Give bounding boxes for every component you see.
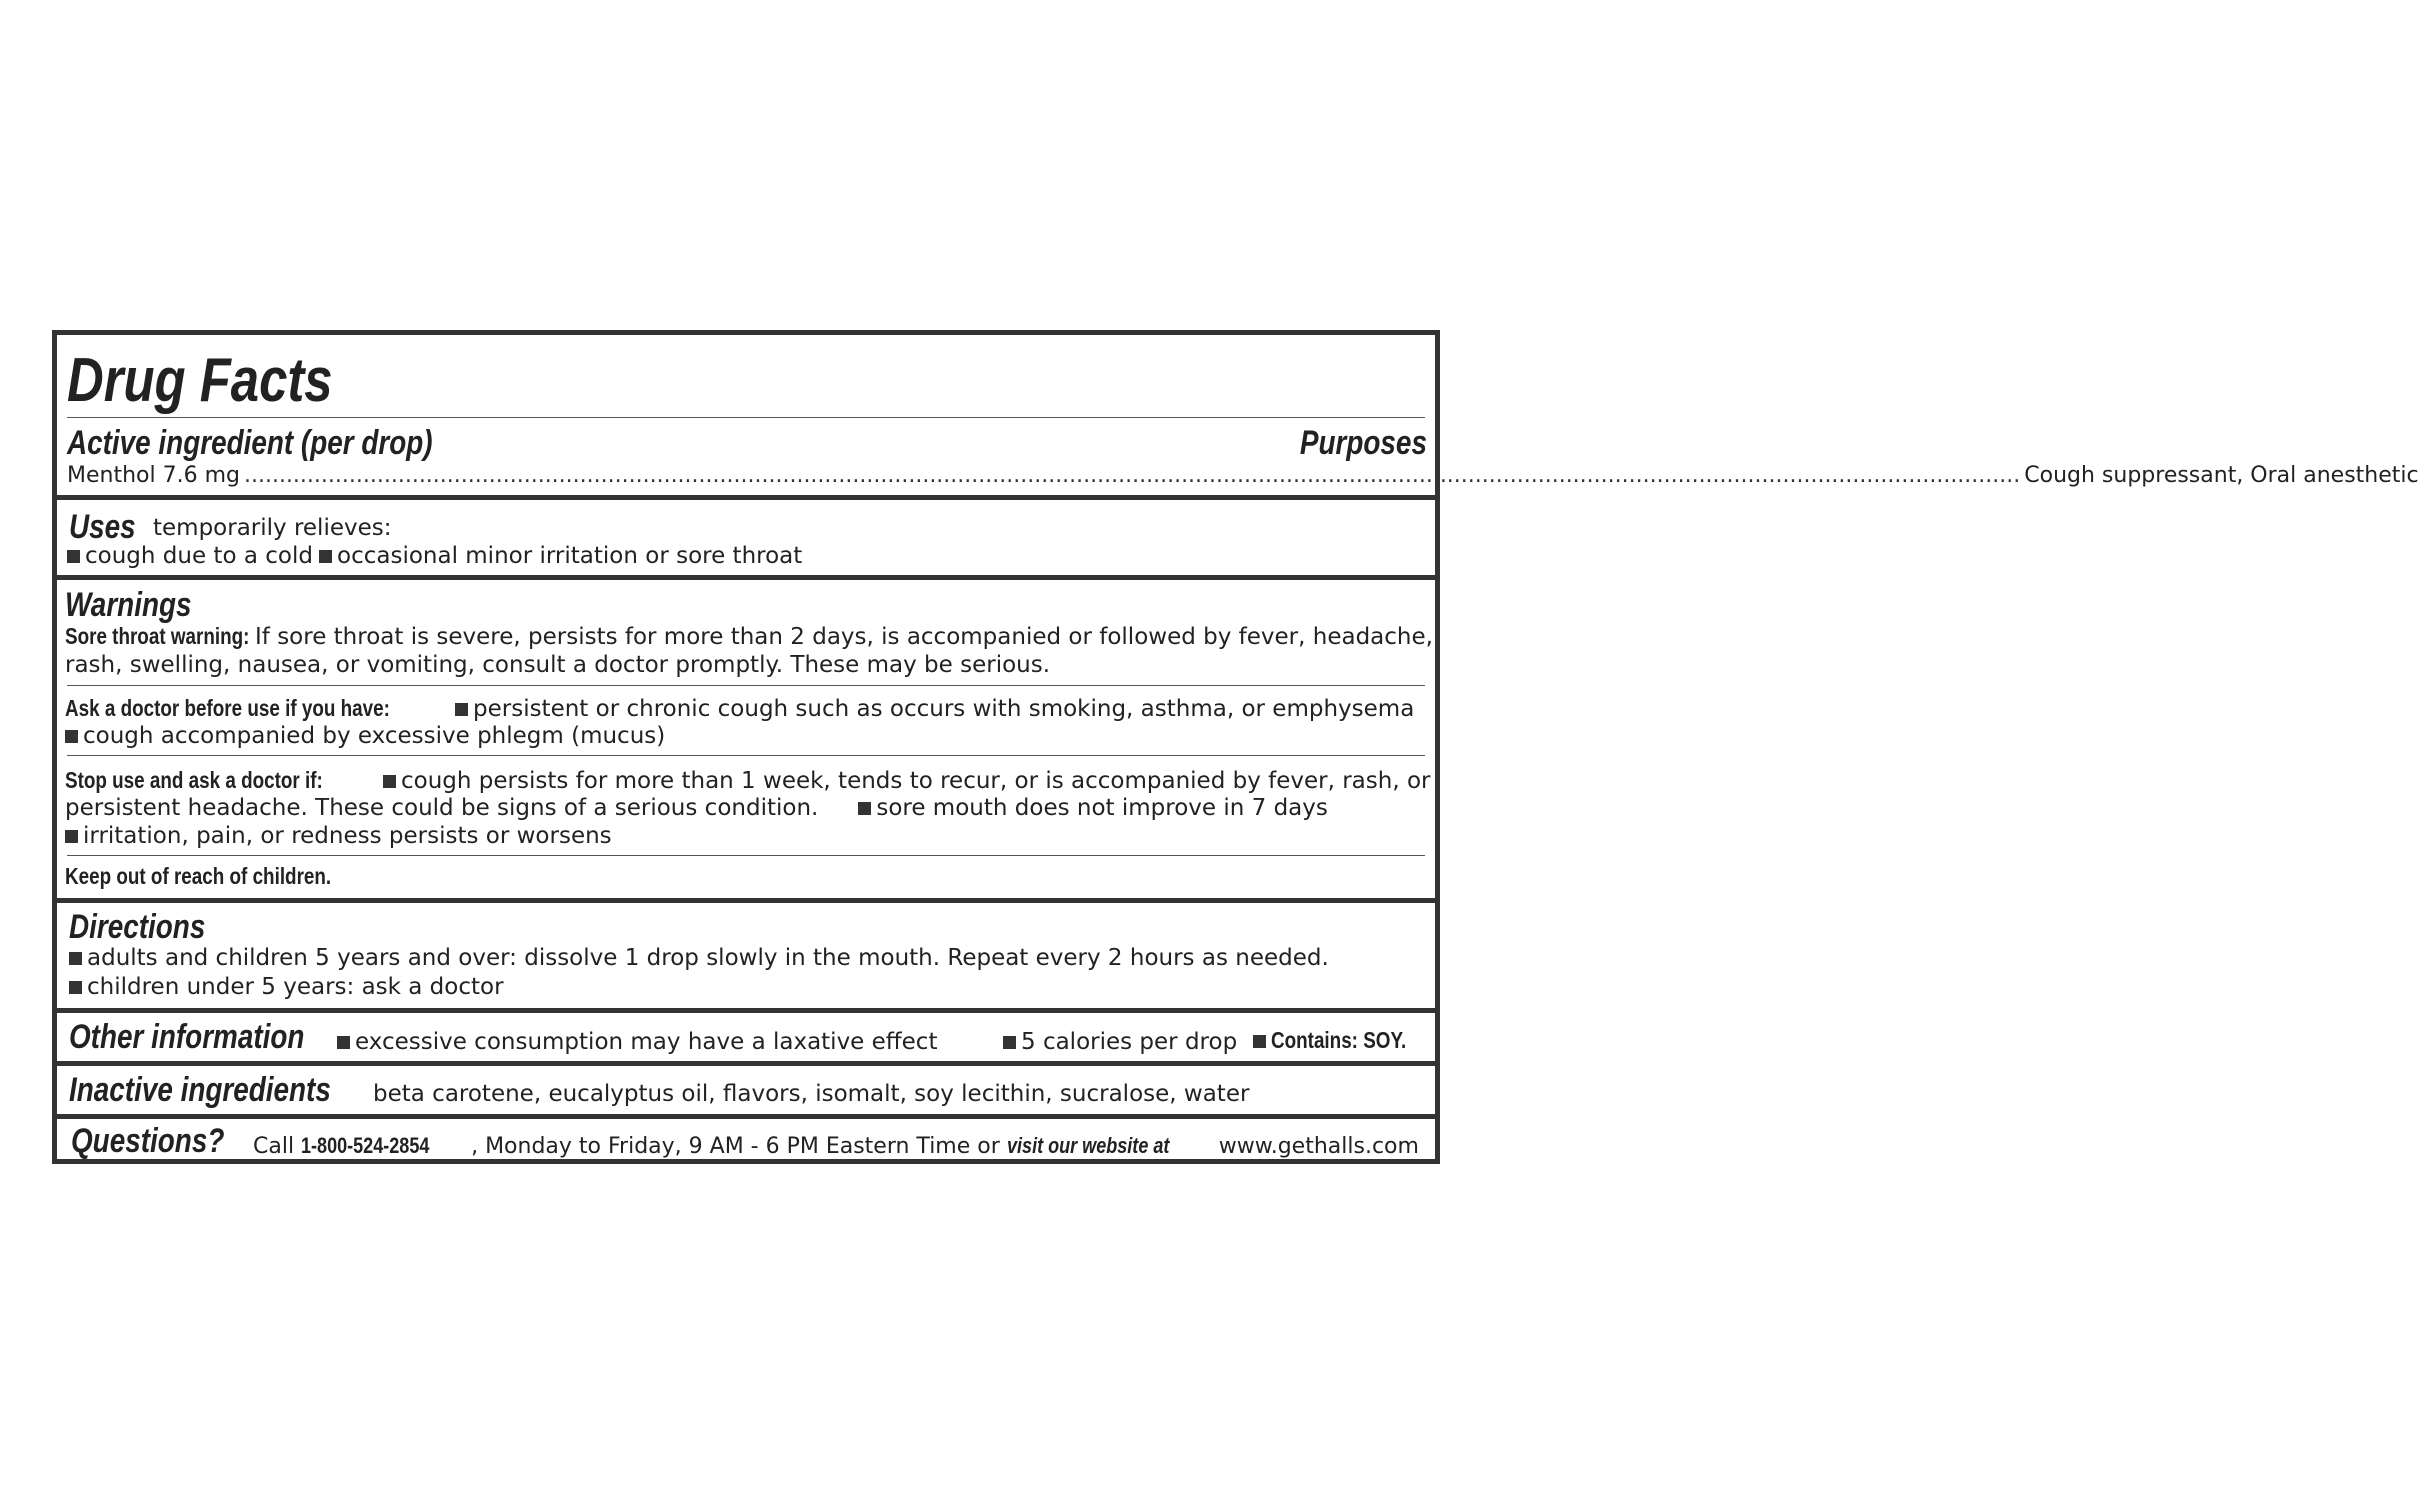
list-item: excessive consumption may have a laxative effect (337, 1029, 937, 1055)
bullet-icon (337, 1036, 350, 1049)
list-item: adults and children 5 years and over: dissolve 1 drop slowly in the mouth. Repeat every 2 hours as needed. (69, 945, 1329, 971)
divider (57, 1061, 1435, 1066)
other-info-heading: Other information (69, 1018, 305, 1056)
directions-heading: Directions (69, 908, 206, 946)
keep-out-warning: Keep out of reach of children. (65, 863, 332, 889)
active-ingredient-row (67, 463, 2419, 488)
list-item: occasional minor irritation or sore throat (319, 543, 802, 569)
uses-intro: temporarily relieves: (153, 515, 392, 541)
sore-throat-warning-cont: rash, swelling, nausea, or vomiting, consult a doctor promptly. These may be serious. (65, 652, 1051, 678)
list-item: cough accompanied by excessive phlegm (mucus) (65, 723, 665, 749)
bullet-icon (858, 802, 871, 815)
divider (57, 495, 1435, 500)
inactive-ingredients-heading: Inactive ingredients (69, 1071, 331, 1109)
divider (57, 1008, 1435, 1013)
divider (57, 575, 1435, 580)
bullet-icon (383, 775, 396, 788)
list-item: irritation, pain, or redness persists or worsens (65, 823, 612, 849)
divider (67, 855, 1425, 856)
bullet-icon (69, 981, 82, 994)
bullet-icon (67, 550, 80, 563)
warnings-heading: Warnings (65, 586, 192, 624)
stop-use-warning: Stop use and ask a doctor if: cough persists for more than 1 week, tends to recur, or is accompanied by fever, rash, or (65, 767, 1431, 794)
questions-text: Call 1-800-524-2854 , Monday to Friday, 9 AM - 6 PM Eastern Time or visit our website at www.gethalls.com (253, 1133, 1419, 1159)
bullet-icon (65, 730, 78, 743)
stop-use-warning-cont: persistent headache. These could be signs of a serious condition. sore mouth does not improve in 7 days (65, 795, 1328, 821)
bullet-icon (455, 703, 468, 716)
bullet-icon (1253, 1035, 1266, 1048)
ingredient-name: Menthol 7.6 mg (67, 463, 240, 488)
inactive-ingredients-text: beta carotene, eucalyptus oil, flavors, isomalt, soy lecithin, sucralose, water (373, 1081, 1250, 1107)
sore-throat-warning: Sore throat warning: If sore throat is severe, persists for more than 2 days, is accompanied or followed by fever, headache, (65, 623, 1433, 650)
questions-heading: Questions? (71, 1122, 225, 1160)
divider (67, 685, 1425, 686)
website-link: www.gethalls.com (1218, 1134, 1419, 1159)
bullet-icon (1003, 1036, 1016, 1049)
bullet-icon (319, 550, 332, 563)
divider (57, 1114, 1435, 1119)
divider (67, 755, 1425, 756)
ask-doctor-warning: Ask a doctor before use if you have: persistent or chronic cough such as occurs with smoking, asthma, or emphysema (65, 695, 1415, 722)
active-ingredient-heading: Active ingredient (per drop) (67, 424, 433, 462)
list-item: cough due to a cold (67, 543, 313, 569)
uses-heading: Uses (69, 508, 136, 546)
phone-number: 1-800-524-2854 (301, 1133, 430, 1158)
purposes-heading: Purposes (1299, 424, 1427, 462)
dot-leader: .............................................................................................................................................................................................................................................................. (243, 463, 2021, 488)
drug-facts-panel (52, 330, 2419, 1164)
divider (57, 898, 1435, 903)
bullet-icon (65, 830, 78, 843)
list-item: 5 calories per drop (1003, 1029, 1237, 1055)
list-item: children under 5 years: ask a doctor (69, 974, 504, 1000)
list-item: Contains: SOY. (1253, 1027, 1436, 1054)
divider (67, 417, 1425, 418)
ingredient-purpose: Cough suppressant, Oral anesthetic (2024, 463, 2419, 488)
page-title: Drug Facts (67, 346, 333, 415)
bullet-icon (69, 952, 82, 965)
